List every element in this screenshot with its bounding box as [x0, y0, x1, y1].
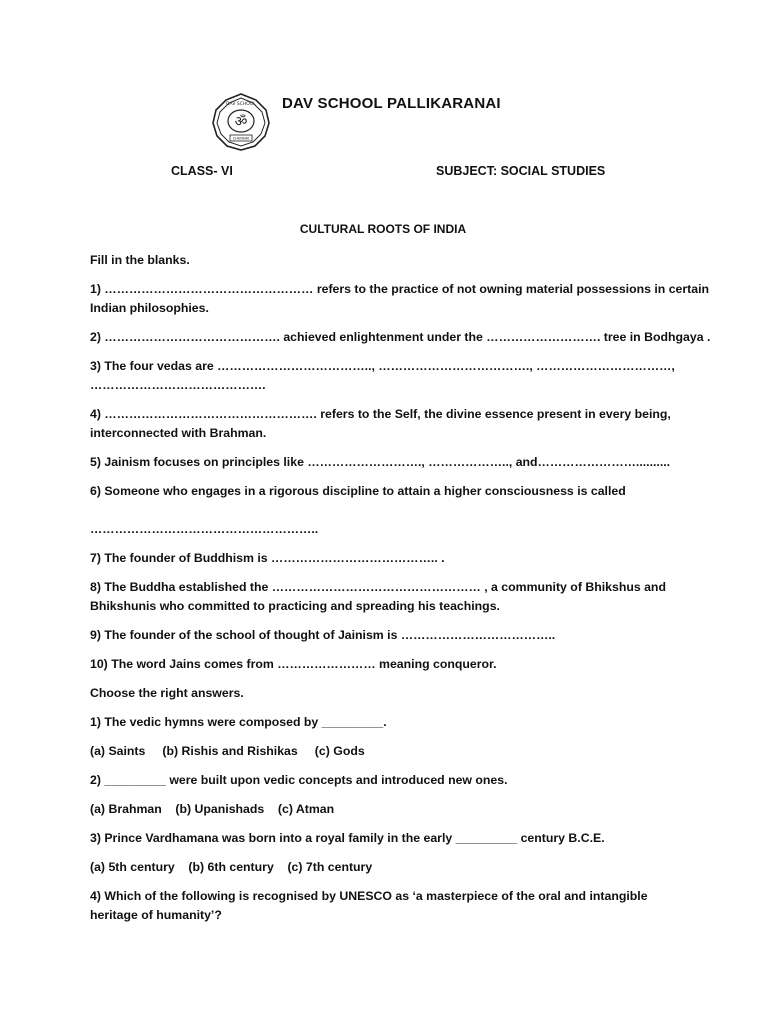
question-8 — [90, 578, 680, 616]
question-3-line-1: 3) The four vedas are ……………………………….., ………………………………., ……………………………, — [90, 359, 675, 373]
question-1-line-1: 1) …………………………………………… refers to the practice of not owning material possessions in certain — [90, 282, 710, 296]
mcq-1-options: (a) Saints (b) Rishis and Rishikas (c) Gods — [90, 744, 365, 758]
question-2: 2) ……………………………………. achieved enlightenment under the ………………………. tree in Bodhgaya . — [90, 330, 711, 344]
question-3 — [90, 357, 680, 395]
question-10: 10) The word Jains comes from …………………… meaning conqueror. — [90, 657, 497, 671]
logo-bottom-text: CHENNAI — [232, 136, 250, 141]
question-9: 9) The founder of the school of thought of Jainism is ……………………………….. — [90, 628, 556, 642]
mcq-4-line-2: heritage of humanity’? — [90, 908, 222, 922]
question-1-line-2: Indian philosophies. — [90, 301, 209, 315]
question-4-line-2: interconnected with Brahman. — [90, 426, 267, 440]
question-4 — [90, 405, 680, 443]
question-5: 5) Jainism focuses on principles like ………………………., ……………….., and…………………….......... — [90, 455, 671, 469]
choose-answers-heading: Choose the right answers. — [90, 686, 244, 700]
worksheet-body — [90, 251, 711, 925]
question-6 — [90, 482, 680, 539]
question-8-line-1: 8) The Buddha established the …………………………………………… , a community of Bhikshus and — [90, 580, 666, 594]
mcq-4-line-1: 4) Which of the following is recognised by UNESCO as ‘a masterpiece of the oral and intangible — [90, 889, 648, 903]
worksheet-title — [0, 222, 768, 236]
school-emblem-om-icon — [210, 92, 272, 152]
svg-text:ॐ: ॐ — [234, 114, 248, 130]
mcq-3-options: (a) 5th century (b) 6th century (c) 7th century — [90, 860, 373, 874]
question-6-line-1: 6) Someone who engages in a rigorous discipline to attain a higher consciousness is called — [90, 484, 626, 498]
fill-blanks-heading: Fill in the blanks. — [90, 253, 190, 267]
question-1 — [90, 280, 710, 318]
question-4-line-1: 4) ……………………………………………. refers to the Self, the divine essence present in every being, — [90, 407, 671, 421]
question-8-line-2: Bhikshunis who committed to practicing and spreading his teachings. — [90, 599, 500, 613]
class-label: CLASS- VI — [171, 164, 233, 178]
question-3-line-2: ……………………………………. — [90, 378, 266, 392]
worksheet-title-text: CULTURAL ROOTS OF INDIA — [299, 222, 467, 236]
question-7: 7) The founder of Buddhism is ………………………………….. . — [90, 551, 445, 565]
mcq-3: 3) Prince Vardhamana was born into a royal family in the early _________ century B.C.E. — [90, 831, 605, 845]
school-name: DAV SCHOOL PALLIKARANAI — [282, 95, 501, 112]
mcq-4 — [90, 887, 680, 925]
mcq-2-options: (a) Brahman (b) Upanishads (c) Atman — [90, 802, 335, 816]
question-6-line-2: ……………………………………………….. — [90, 522, 319, 536]
mcq-1: 1) The vedic hymns were composed by _________. — [90, 715, 387, 729]
subject-label: SUBJECT: SOCIAL STUDIES — [436, 164, 606, 178]
logo-top-text: DAV SCHOOL — [226, 102, 256, 107]
mcq-2: 2) _________ were built upon vedic concepts and introduced new ones. — [90, 773, 508, 787]
